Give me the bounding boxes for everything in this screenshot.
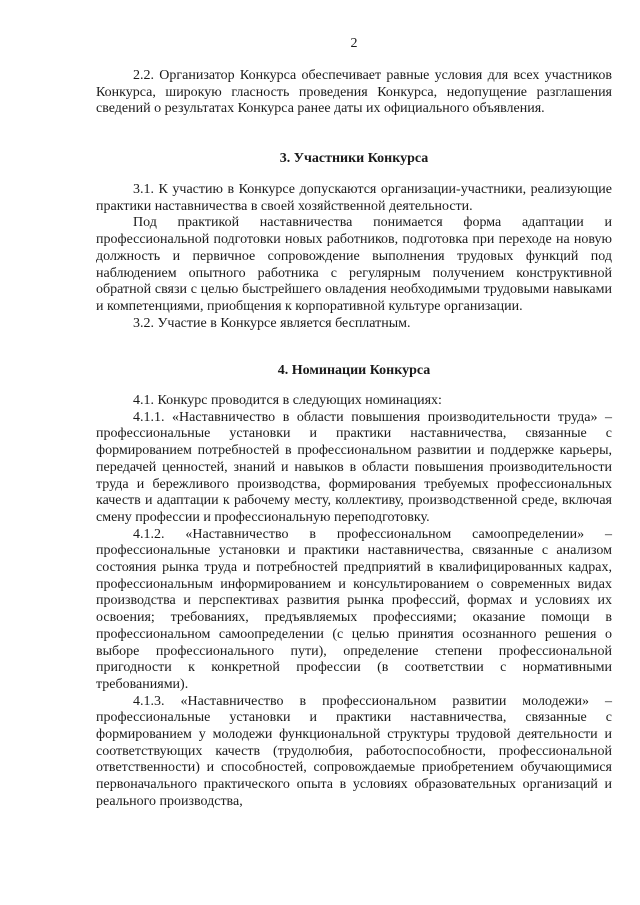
paragraph-2-2: 2.2. Организатор Конкурса обеспечивает равные условия для всех участников Конкурса, широкую гласность проведения Конкурса, недопущение разглашения сведений о результатах Конкурса ранее даты их официального объявления. xyxy=(96,68,612,117)
section-3-heading: 3. Участники Конкурса xyxy=(279,151,429,166)
paragraph-3-2: 3.2. Участие в Конкурсе является бесплатным. xyxy=(133,315,411,331)
paragraph-4-1-1: 4.1.1. «Наставничество в области повышения производительности труда» – профессиональные установки и практики наставничества, связанные с формированием потребностей в профессиональном развитии и поддержке карьеры, передачей ценностей, знаний и навыков в области повышения производительности труда и бережливого производства, формирования требуемых профессиональных качеств и адаптации к рабочему месту, коллективу, производственной среде, включая смену профессии и профессиональную переподготовку. xyxy=(96,409,612,525)
section-4-heading: 4. Номинации Конкурса xyxy=(277,363,431,378)
section-4-body xyxy=(96,393,612,811)
section-4 xyxy=(96,362,612,379)
paragraph-4-1: 4.1. Конкурс проводится в следующих номинациях: xyxy=(133,393,442,408)
paragraph-practice-definition: Под практикой наставничества понимается форма адаптации и профессиональной подготовки новых работников, подготовка при переходе на новую должность и первичное сопровождение выполнения трудовых функций под наблюдением опытного работника с регулярным получением конструктивной обратной связи с целью быстрейшего овладения необходимыми трудовыми навыками и компетенциями, приобщения к корпоративной культуре организации. xyxy=(96,215,612,314)
page-number: 2 xyxy=(350,36,358,51)
paragraph-4-1-2: 4.1.2. «Наставничество в профессиональном самоопределении» – профессиональные установки и практики наставничества, связанные с анализом состояния рынка труда и потребностей предприятий в квалифицированных кадрах, профессиональным информированием и консультированием о современных видах производства и перспективах развития рынка профессий, формах и условиях их освоения; требованиях, предъявляемых профессиями; оказание помощи в профессиональном самоопределении (с целью принятия осознанного решения о выборе профессионального пути), определение степени профессиональной пригодности к конкретной профессии (в соответствии с нормативными требованиями). xyxy=(96,526,612,692)
section-3-body xyxy=(96,182,612,332)
paragraph-4-1-3: 4.1.3. «Наставничество в профессиональном развитии молодежи» – профессиональные установки и практики наставничества, связанные с формированием у молодежи функциональной структуры трудовой деятельности и соответствующих качеств (трудолюбия, работоспособности, профессиональной ответственности) и способностей, сопровождаемые приобретением обучающимися первоначального практического опыта в условиях образовательных организаций и реального производства, xyxy=(96,693,612,809)
paragraph-3-1: 3.1. К участию в Конкурсе допускаются организации-участники, реализующие практики наставничества в своей хозяйственной деятельности. xyxy=(96,182,612,214)
section-3 xyxy=(96,150,612,167)
section-2-continuation xyxy=(96,68,612,118)
